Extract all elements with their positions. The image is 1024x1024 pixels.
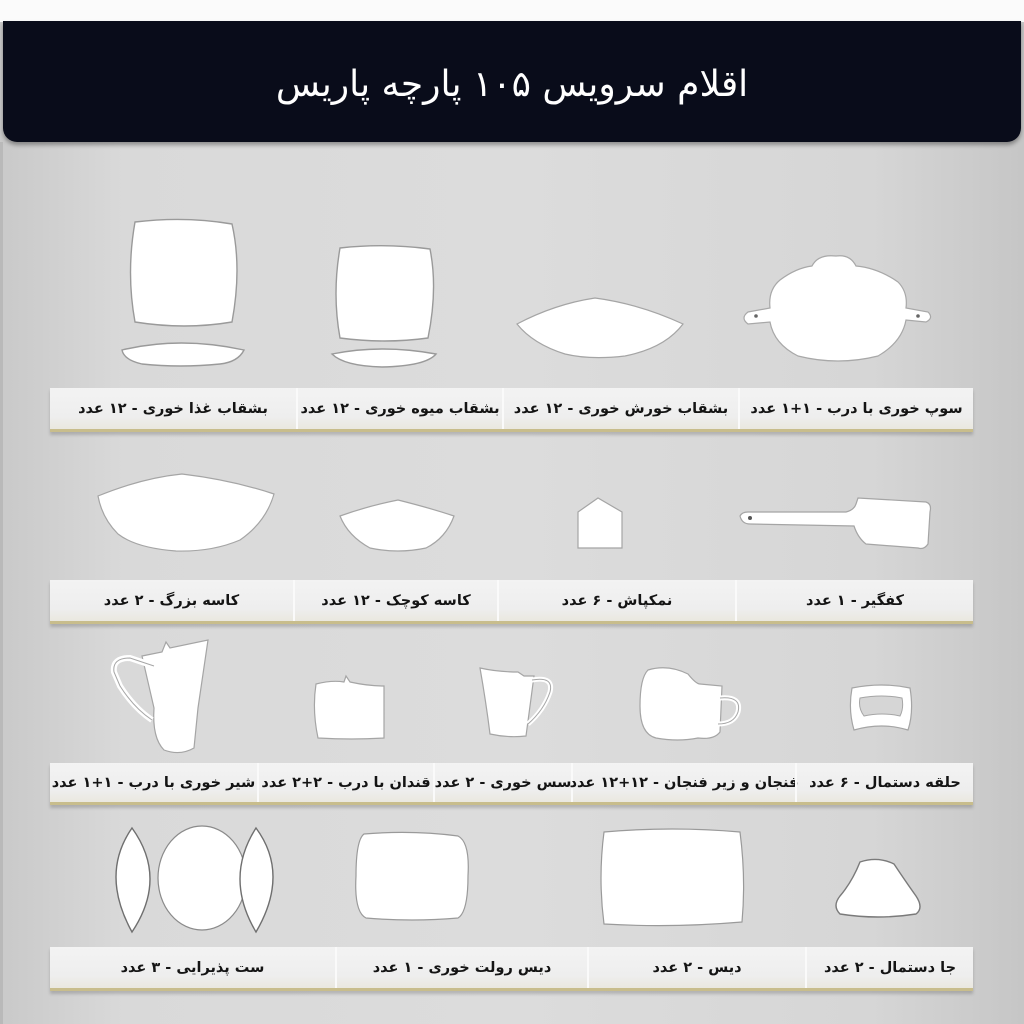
item-label-small-bowl: کاسه کوچک - ۱۲ عدد xyxy=(293,580,497,621)
item-label-fruit-plate: بشقاب میوه خوری - ۱۲ عدد xyxy=(296,388,502,429)
item-label-napkin-ring: حلقه دستمال - ۶ عدد xyxy=(795,763,973,802)
item-label-rice-spatula: کفگیر - ۱ عدد xyxy=(735,580,973,621)
top-margin xyxy=(0,0,1024,22)
item-label-dinner-plate: بشقاب غذا خوری - ۱۲ عدد xyxy=(78,400,268,417)
item-label-sugar-bowl: قندان با درب - ۲+۲ عدد xyxy=(257,763,433,802)
milk-jug-icon xyxy=(110,638,214,754)
soup-tureen-icon xyxy=(738,252,938,364)
platter-icon xyxy=(596,828,748,928)
stew-plate-icon xyxy=(515,296,685,360)
serving-set-icon xyxy=(98,824,294,934)
fruit-plate-icon xyxy=(330,244,440,368)
salt-shaker-icon xyxy=(576,496,624,550)
cup-saucer-icon xyxy=(638,666,746,742)
sauce-boat-icon xyxy=(478,666,556,738)
rice-spatula-icon xyxy=(738,496,934,552)
item-label-milk-jug: شیر خوری با درب - ۱+۱ عدد xyxy=(51,774,256,791)
dinner-plate-icon xyxy=(120,218,250,368)
item-label-platter: دیس - ۲ عدد xyxy=(587,947,805,988)
item-label-stew-plate: بشقاب خورش خوری - ۱۲ عدد xyxy=(502,388,738,429)
page-title: اقلام سرویس ۱۰۵ پارچه پاریس xyxy=(275,64,749,105)
left-edge xyxy=(0,142,3,1024)
item-label-sauce-boat: سس خوری - ۲ عدد xyxy=(433,763,571,802)
item-label-salt-shaker: نمکپاش - ۶ عدد xyxy=(497,580,735,621)
small-bowl-icon xyxy=(338,498,456,552)
label-bar-row-3 xyxy=(50,763,973,805)
napkin-ring-icon xyxy=(846,682,916,734)
item-label-large-bowl: کاسه بزرگ - ۲ عدد xyxy=(103,592,240,609)
label-bar-row-1 xyxy=(50,388,973,432)
title-banner xyxy=(3,21,1021,142)
roll-platter-icon xyxy=(354,832,470,922)
item-label-napkin-holder: جا دستمال - ۲ عدد xyxy=(805,947,973,988)
item-label-soup-tureen: سوپ خوری با درب - ۱+۱ عدد xyxy=(738,388,973,429)
item-label-serving-set: ست پذیرایی - ۳ عدد xyxy=(120,959,265,976)
item-label-cup-saucer: فنجان و زیر فنجان - ۱۲+۱۲ عدد xyxy=(571,763,795,802)
label-bar-row-2 xyxy=(50,580,973,624)
item-label-roll-platter: دیس رولت خوری - ۱ عدد xyxy=(335,947,587,988)
large-bowl-icon xyxy=(96,472,276,552)
label-bar-row-4 xyxy=(50,947,973,991)
sugar-bowl-icon xyxy=(312,676,388,742)
napkin-holder-icon xyxy=(830,858,924,920)
